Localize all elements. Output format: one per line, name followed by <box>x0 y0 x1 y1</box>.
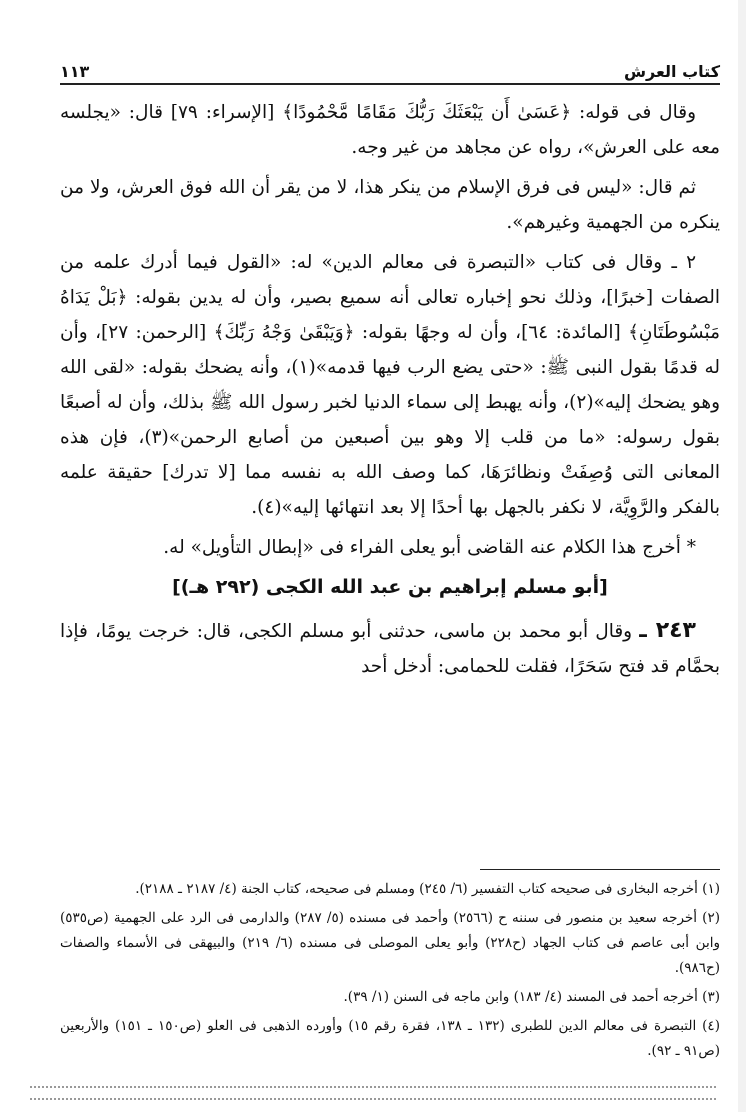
running-title: كتاب العرش <box>623 62 720 81</box>
item-text: وقال أبو محمد بن ماسى، حدثنى أبو مسلم الكجى، قال: خرجت يومًا، فإذا بحمَّام قد فتح سَحَرًا، فقلت للحمامى: أدخل أحد <box>60 621 720 677</box>
footnotes <box>60 877 720 1068</box>
note-paragraph: * أخرج هذا الكلام عنه القاضى أبو يعلى الفراء فى «إبطال التأويل» له. <box>163 537 696 558</box>
footnote-divider <box>480 869 720 870</box>
footnote: (٤) التبصرة فى معالم الدين للطبرى (١٣٢ ـ ١٣٨، فقرة رقم ١٥) وأورده الذهبى فى العلو (ص١٥٠ ـ ١٥١) والأربعين (ص٩١ ـ ٩٢). <box>60 1018 720 1059</box>
section-heading: [أبو مسلم إبراهيم بن عبد الله الكجى (٢٩٢ هـ)] <box>172 576 608 598</box>
book-page <box>60 55 720 1085</box>
paragraph: وقال فى قوله: ﴿عَسَىٰ أَن يَبْعَثَكَ رَبُّكَ مَقَامًا مَّحْمُودًا﴾ [الإسراء: ٧٩] قال: «يجلسه معه على العرش»، رواه عن مجاهد من غير وجه. <box>60 102 720 158</box>
decorative-border <box>30 1086 716 1100</box>
running-header <box>60 55 720 81</box>
paragraph: ٢ ـ وقال فى كتاب «التبصرة فى معالم الدين» له: «القول فيما أدرك علمه من الصفات [خبرًا]، وذلك نحو إخباره تعالى أنه سميع بصير، وأن له يدين بقوله: ﴿بَلْ يَدَاهُ مَبْسُوطَتَانِ﴾ [المائدة: ٦٤]، وأن له وجهًا بقوله: ﴿وَيَبْقَىٰ وَجْهُ رَبِّكَ﴾ [الرحمن: ٢٧]، وأن له قدمًا بقول النبى ﷺ: «حتى يضع الرب فيها قدمه»(١)، وأنه يضحك بقوله: «لقى الله وهو يضحك إليه»(٢)، وأنه يهبط إلى سماء الدنيا لخبر رسول الله ﷺ بذلك، وأن له أصبعًا بقول رسوله: «ما من قلب إلا وهو بين أصبعين من أصابع الرحمن»(٣)، فإن هذه المعانى التى وُصِفَتْ ونظائرَهَا، كما وصف الله به نفسه مما [لا تدرك] حقيقة علمه بالفكر والرَّوِيَّة، لا نكفر بالجهل بها أحدًا إلا بعد انتهائها إليه»(٤). <box>60 252 721 518</box>
page-number: ١١٣ <box>60 62 90 81</box>
footnote: (١) أخرجه البخارى فى صحيحه كتاب التفسير (٦/ ٢٤٥) ومسلم فى صحيحه، كتاب الجنة (٤/ ٢١٨٧ ـ ٢١٨٨). <box>135 881 720 897</box>
main-text <box>60 95 720 689</box>
footnote: (٣) أخرجه أحمد فى المسند (٤/ ١٨٣) وابن ماجه فى السنن (١/ ٣٩). <box>343 989 720 1005</box>
item-number: ٢٤٣ ـ <box>639 618 696 643</box>
header-divider <box>60 83 720 85</box>
numbered-paragraph <box>60 613 720 684</box>
footnote: (٢) أخرجه سعيد بن منصور فى سننه ح (٢٥٦٦) وأحمد فى مسنده (٥/ ٢٨٧) والدارمى فى الرد على الجهمية (ص٥٣٥) وابن أبى عاصم فى كتاب الجهاد (ح٢٢٨) وأبو يعلى الموصلى فى مسنده (٦/ ٢١٩) والبيهقى فى الأسماء والصفات (ح٩٨٦). <box>60 910 720 976</box>
page-edge <box>738 0 746 1112</box>
paragraph: ثم قال: «ليس فى فرق الإسلام من ينكر هذا، لا من يقر أن الله فوق العرش، ولا من ينكره من الجهمية وغيرهم». <box>60 177 720 233</box>
